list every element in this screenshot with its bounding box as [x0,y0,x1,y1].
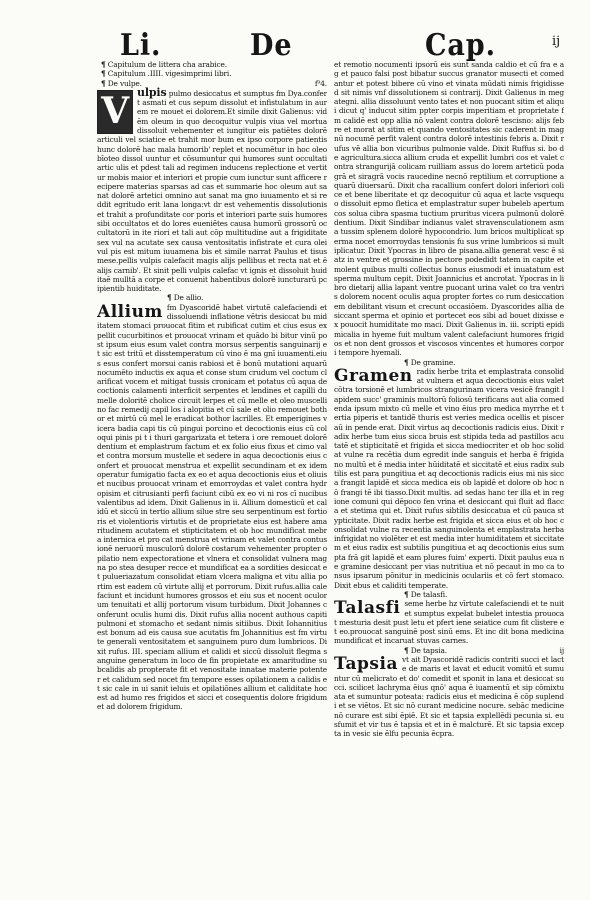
page-number: ij [552,34,561,49]
entry-allium [97,303,327,712]
pilcrow-icon: ¶ [404,645,409,655]
entry-title-gramine: ¶ De gramine. [404,357,456,367]
left-column [97,60,327,890]
sidenote: f⁹4. [314,78,327,88]
entry-title-tapsia: ¶ De tapsia. ij [404,645,564,655]
entry-text-allium: fm Dyascoridē habet virtutē calefaciendi et dissoluendi inflatione vētris desiccat bu miditatem stomaci prouocat fitim et rubificat cutim et cius esus expellit cucurbitinos et prouocat vrinam et quādo bi bitur vinū post ipsum eius esum valet contra morsus serpentis sanguinarij et sic est tritū et disstemperatum cū vino ē ma gnī iuuamenti.eius esus confert morsui canis rabiosi et ē bonū mutationi aquarū nocumēto inductis ex aqua et conse stum crudum vel coctum clarificat vocem et mitigat tussis cronicam et potatus cū aqua decoctionis calamenti interficit serpentes et lendines et capilli du melle doloritē cholice circuit lerpes et cū melle et oleo muscellino fac remedij capil los i alopitia et cū sale et olio remouet bothor et mirtū cū mel le eradicat bothor lacrilles. Et emperigines vicera badia capi tis cū pingui porcino et decoctionis eius cū coloqui pinis pi t i thuri gargarizata et tetera i ore remouet dolorē dentium et emplastrum factum et ex folio eius fixus et cimo valet contra morsum mustelle et sedere in aqua decoctionis eius confert et prouocat menstrua et expellit secundinam et ex idem operatur fumigatio facta ex eo et aqua decoctionis eius et oliuis et nucibus prouocat vrinam et emorroydas et valet contra hydropisim et citrusianti perfi faciunt cibū ex eo vi ni ros cī nucibus valentibus ad idem. Dixit Galienus in ii. Allium domesticū et calidū et siccū in tertio allium silue stre seu serpentinum est fortioris et violentioris virtutis et de proprietate eius est habere amaritudinem acutatem et stipticitatem et ob hoc mundificat mebra internica et pro cat menstrua et vrinam et valet contra contusionē neruorū musculorū dolorē costarum vehementer propter opilatio nem expectoratione et vlnera et consolidat vulnera magna po stea desuper recce et mundificat ea a sordities desiccat et pulueriazatum consolidat etiam vlcera maligna et vitu allia portim est eadem cū virtute allij et porrorum. Dixit rufus.allia calefaciunt et incidunt humores grossos et eiu sus et nocent oculorum tenuitati et allij portorum visum turbidum. Dixit Johannes conferunt oculis humi dis. Dixit rufus allia nocent authous capiti pulmoni et stomacho et sedant nimis sitiibus. Dixit Iohannitius est bonum ad eis causa sue acutatis fm Johannitius est fm virtute generali ventositatem et sanguinem puro dum lumbricos. Dixit rufus. III. speciam allium et calidi et siccū dissoluit flegma sanguine generatum in loco de fin propietate ex amaritudine subcalidis ab propterate fit et venositate innatae materie potenter et calidum sed nocet fm tempore esses opilationem a calidis et sic cale in ui sanit ieluis et opilatiōnes allium et caliditate hoc est ad humo res frigidos et sicci et cosequentis dolore frigidum et ad dolorem frigidum. [97,302,327,712]
lemma-tapsia: Tapsia [334,654,398,674]
pilcrow-icon: ¶ [167,293,172,303]
entry-text-talasfi: seme herbe hz vīrtute calefaciendi et te nuit et sumptus expelat bubelet intestia prouocat mesturia desit pust letu et pfert iene seiatice cum fit clistere et eo.prouocat sanguinē post sinū ems. Et inc dit bona medicina mundificat et incaruat stuvas carnes. [334,599,564,646]
lemma-talasfi: Talasfi [334,598,401,619]
running-head-left: Li. [120,28,162,63]
lemma-allium: Allium [97,301,163,322]
right-column [334,60,564,890]
entry-title-talasfi: ¶ De talasfi. [404,589,448,599]
pilcrow-icon: ¶ [101,69,106,79]
entry-tapsia [334,655,564,739]
entry-title-vulpe: ¶ De vulpe. f⁹4. [101,78,327,88]
pilcrow-icon: ¶ [404,589,409,599]
running-head-right: Cap. [425,28,496,63]
entry-allium-continued: et remotio nocumenti ipsorū eis sunt sanda caldio et cū fra e ag et pauco falsi post bibatur succus granator musecti et comedantur et potest bibere cū vino et vinata mūdati nimis frigidissed sit nimis vnf dissolutionem si contrarij. Dixit Galienus in megategni. allia dissoluunt vento tates et non puocant sitim et aliqui dicut q' inducut sitim ppter corpis imperitiam et proprietate fm calidē est opp allia nō valent contra dolorē tescisno: alijs febre et morat at sitim et quando ventositates sic caderent in magnū nocumē perfit valent contra dolorē intestinis febris a. Dixit rufus vē allia bon vicuribus pulmonie valde. Dixit Ruffus si. bo de agricultura.sicca allium cruda et expellit lumbri cos et valet contra strangurijā colicam ruilliam assus do lorem arteticū podagrā et siragrā vocis raucedine necnō reptilium et corruptione aquarū diuersarū. Dixit cha racallium confert dolori inferiori colice et bene liberitate et qz decoquitur cū aqua et lacte vsquequo dissoluit epmo fletica et emplastratur super bubeleb apertum cos solua cibra spasma tuctium pruritus vicera pulmonū dolorē dentium. Dixit Sindibar indianus valet stravensculationem asma tussim splenem dolorē hypocondrio. lum bricos multiplicat sperma nocet emorroydas tensionis fu sus vrine lumbricos si multiplicatur. Dixit Ypocras in libro de pisana.allia generat vesc ē siatz in ventre et grossine in pectore podedidt tatem in capite et molent quibus multi collectus bonus eiusmodi et inuatatum est sperma multum cepit. Dixit Joannicius et ancrotat. Ypocras in libro dietarij allia lapant ventre puocant urina valet co tra ventris dolorem nocent oculis aqua propter fortes co rum desiccationem debilitant visum et crecunt occasiōem. Dyascorides allia desiccant sperma et opinio et portecet eos sibi ad bouet dixisse ex pouocit humiditate mo maci. Dixit Galienus in. iii. scripti epidimicalia in hyeme fuit multum valent calefaciunt humores frigidos et non dent grossos et viscosos vincentes et humores corpori tempore hyemali. [334,60,564,358]
lemma-gramen: Gramen [334,365,413,386]
pilcrow-icon: ¶ [404,357,409,367]
entry-title-allio: ¶ De allio. [167,293,204,303]
pilcrow-icon: ¶ [101,78,106,88]
decorated-initial: V [97,90,133,134]
entry-text-tapsia: vt ait Dyascoridē radicis contriti succi et lacte de maris et lavat et educit vomitū et sumuntur cū melicrato et do' comedit et sponit in lana et desiccat succi. scilicet lachryma ēius qnō' aqua ē iuamentū et sip cōmixtuata et sumuntur poteata: radicis eius et medicina ē cōp suplendi et se viētos. Et sic nō curant medicine nocure. sebāc medicine nō curare est sibi ēpiē. Et sic et tapsia explellēdi pecunia si. eu sfumit et vir tus ē tapsia et et in ē malcturē. Et sic tapsia excepta in vesic sie ēlfu pecunia ēcpra. [334,655,564,739]
entry-talasfi [334,599,564,645]
entry-text-gramen: radix herbe trita et emplastrata consolidat vulnera et aqua decoctionis eius valet cōtra torsionē et lumbricos strangurinam vicera vesicē frangit lapidem succ' graminis multorū foliosū terificans aut alia comedenda ipsum mixto cū melle et vino ēius pro medica myrrhe et tertia piperis et tantidē thuris est veries medica ocellis et pisceraū in pende erat. Dixit virtus aq decoctionis radicis eius. Dixit radix herbe tum eius sicca bruis est stipida teda ad pastillos acutatē et stipticitatē et frigida et sicca mediocriter et ob hoc solidat vulne ra recētia dum egredit inde sanguis et herba ē frigida no multū et ē media inter hūiditatē et siccitatē et eius radix subtilis est para pungitiua et aq decoctionis radicis eius mi nis sicca frangit lapidē et sicca medica eis ob lapidē et dolore ob hoc nō frangi tē ibi tiasso.Dixit multis. ad sedas hanc ter illa et in regione comuni qui dēpoco fen vrina et desiccant qui fluit ad flacca et stetima qui et. Dixit rufus sibtilis desiccatua et cū pauca stypticitate. Dixit radix herbe est frigida et sicca eius et ob hoc consolidat vulne ra recentia sanguinolenta et emplastrata herba infrigidat no violēter et est media inter humiditatem et siccitatem et eius radix est subtilis pungitiua et aq decoctionis eius sumpta frā git lapidē et eam plures fuim' experti. Dixit paulus eua ne gramine desiccant per vias nutritiua et nō pecaut in mo ca tonsus ipsarum pōnitur in medicinis oculariis et cō fert stomaco. Dixit ebus et caliditi temperate. [334,366,564,590]
chapter-ref: ¶ Capitulum .IIII. vigesimprimi libri. [101,69,232,79]
chapter-ref: ¶ Capitulum de littera cha arabice. [101,60,227,69]
lemma-vulpis: ulpis [137,85,167,99]
entry-gramen [334,367,564,590]
entry-vulpis [97,85,327,294]
pilcrow-icon: ¶ [101,60,106,69]
running-head-middle: De [250,28,293,63]
sidenote: ij [559,645,564,655]
entry-text-vulpis: pulmo desiccatus et sumptus fm Dya.confert asmati et cus sepum dissolut et infistulatum in aurem re mouet ei dolorem.Et simile dixit Galienus: vidēm oleum in quo decoquitur vulpis viua vel mortua dissoluit vehementer et iungitur eis patiētes dolorē articuli vel sciatice et trahit mor bum ex ipso corpore patientis hunc dolorē hac mala humorib' replet et nocumētur in hoc oleo bīoteo dissol uuntur et cōsumuntur qui humores sunt occultati artic ulis et pdest tali ad regimen inducens replectione et vertitur mobis maior et interiori et propie cum iunctur sunt afficere recipere materias sparsas ad cas et summarie hoc oleum aut sanat dolorē artetici omnino aut sanat ma gno iuuamento et si reddit egritudo erit lana longa:vt dr est vehementis dissolutionis et trahit a profunditate cor poris et interiori parte suis humores sibi occultatos et do lores eueniētes causa humorū grossorū occultatorū in ite riori et tali aut cōp multitudine aut a frigiditate sex vul na acutate sex causa ventositatis infistrate et cura olei vul pis est mitum iuuamena bis et simile narrat Paulus et tisus mese.pellis vulpis calefacit magis alijs pellibus et recta nat et ē alijs carnib'. Et sinit pelli vulpis calefac vt ignis et dissoluit huiditaē mulltā a corpe et conuenit habentibus dolorē iuncturarū pcipientib huiditate. [97,88,327,294]
